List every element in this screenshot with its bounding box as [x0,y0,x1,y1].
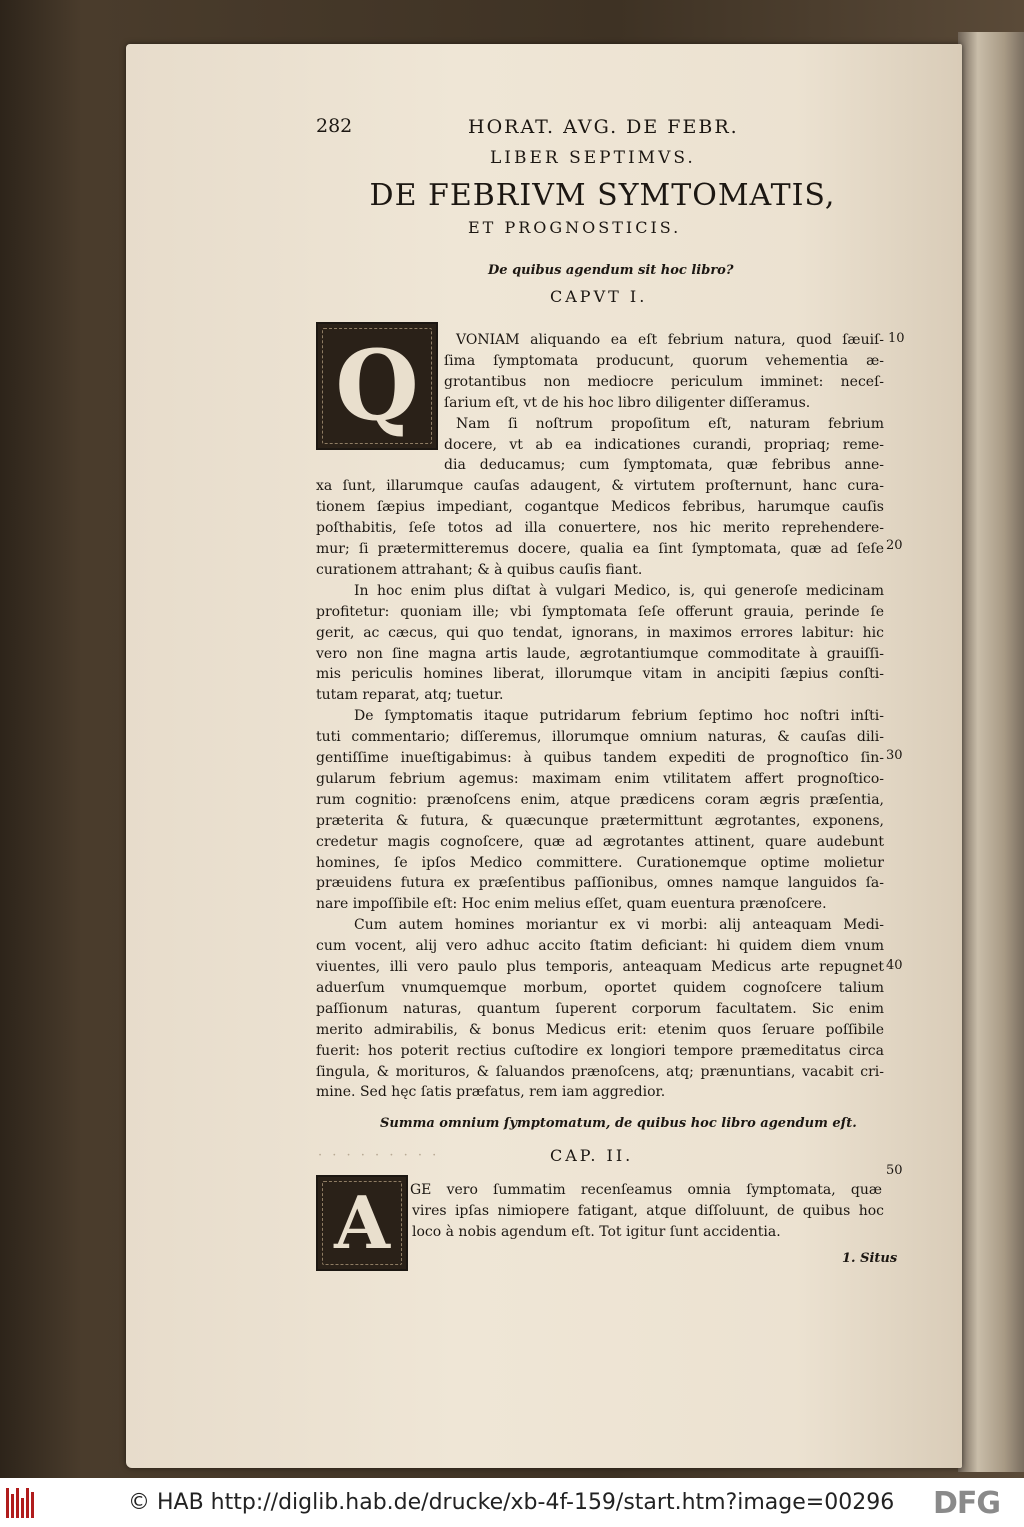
text-line: loco à nobis agendum eſt. Tot igitur ſunt accidentia. [412,1224,781,1240]
text-line: docere, vt ab ea indicationes curandi, propriaq; reme- [444,436,884,453]
decorated-initial-q: Q [316,322,438,450]
chapter-1-rubric: De quibus agendum sit hoc libro? [488,263,734,278]
dfg-logo: DFG [933,1486,1001,1521]
text-line: homines, ſe ipſos Medico committere. Curationemque optime molietur [316,854,884,871]
running-title: HORAT. AVG. DE FEBR. [468,116,739,138]
text-line: mis periculis homines liberat, illorumque vitam in ancipiti ſæpius conſti- [316,666,884,683]
book-spine-edge [958,32,1024,1472]
text-line: gentiſſime inueſtigabimus: à quibus tandem expediti de prognoſtico ſin- [316,750,884,766]
text-line: Nam ſi noſtrum propoſitum eſt, naturam febrium [456,415,884,432]
hab-logo-icon [6,1488,38,1518]
decorated-initial-a: A [316,1175,408,1271]
text-line: Cum autem homines moriantur ex vi morbi: alij anteaquam Medi- [354,917,884,934]
text-line: credetur magis cognoſcere, quæ ad ægrotantes attinent, quare audebunt [316,833,884,850]
text-line: tuti commentario; diſſeremus, illorumque omnium naturas, & cauſas dili- [316,729,884,746]
text-line: viuentes, illi vero paulo plus temporis, anteaquam Medicus arte repugnet [316,959,884,975]
bleed-through-text: · · · · · · · · · [318,1148,440,1163]
text-line: dia deducamus; cum ſymptomata, quæ febribus anne- [444,457,884,474]
text-line: mine. Sed hęc ſatis præfatus, rem iam aggredior. [316,1084,666,1101]
text-line: gularum febrium agemus: maximam enim vtilitatem affert prognoſtico- [316,770,884,787]
margin-line-number: 30 [886,748,903,763]
chapter-2-rubric: Summa omnium ſymptomatum, de quibus hoc libro agendum eſt. [380,1116,857,1131]
margin-line-number: 20 [886,538,903,553]
text-line: vero non ſine magna artis laude, ægrotantiumque commoditate à grauiſſi- [316,645,884,662]
text-line: De ſymptomatis itaque putridarum febrium ſeptimo hoc noſtri inſti- [354,708,884,725]
text-line: nare impoſſibile eſt: Hoc enim melius eſſet, quam euentura prænoſcere. [316,896,827,913]
text-line: ſima ſymptomata producunt, quorum vehementia æ- [444,352,884,369]
text-line: vires ipſas nimiopere fatigant, atque diſſoluunt, de quibus hoc [412,1203,884,1219]
text-line: tutam reparat, atq; tuetur. [316,687,504,704]
text-line: VONIAM aliquando ea eſt febrium natura, quod ſæuiſ- [456,332,884,348]
main-title: DE FEBRIVM SYMTOMATIS, [369,178,836,213]
text-line: ſingula, & morituros, & ſaluandos prænoſcens, atq; prænuntians, vacabit cri- [316,1063,884,1080]
text-line: mur; ſi prætermitteremus docere, qualia ea ſint ſymptomata, quæ ad ſeſe [316,541,884,557]
text-line: poſthabitis, ſeſe totos ad illa conuertere, nos hic merito reprehendere- [316,520,884,537]
text-line: tionem ſæpius impediant, cogantque Medicos febribus, harumque cauſis [316,499,884,516]
subtitle: ET PROGNOSTICIS. [468,218,682,237]
text-line: paſſionum naturas, quantum ſuperent corporum facultatem. Sic enim [316,1000,884,1017]
margin-line-number: 40 [886,958,903,973]
chapter-1-heading: CAPVT I. [550,287,648,306]
text-line: profitetur: quoniam ille; vbi ſymptomata ſeſe offerunt grauia, perinde ſe [316,603,884,620]
book-section-title: LIBER SEPTIMVS. [490,148,696,168]
page-number: 282 [316,115,353,137]
text-line: ſarium eſt, vt de his hoc libro diligenter diſſeramus. [444,394,811,411]
text-line: curationem attrahant; & à quibus cauſis fiant. [316,561,643,578]
text-line: præterita & futura, & quæcunque prætermittunt ægrotantes, exponens, [316,812,884,829]
chapter-2-heading: CAP. II. [550,1146,634,1165]
margin-line-number: 50 [886,1163,903,1178]
text-line: fuerit: hos poterit rectius cuſtodire ex longiori tempore præmeditatus circa [316,1042,884,1059]
margin-line-number: 10 [888,331,905,346]
text-line: rum cognitio: prænoſcens enim, atque prædicens coram ægris præſentia, [316,791,884,808]
viewer-footer [0,1478,1024,1527]
text-line: cum vocent, alij vero adhuc accito ſtatim deficiant: hi quidem diem vnum [316,938,884,955]
text-line: In hoc enim plus diſtat à vulgari Medico, is, qui generoſe medicinam [354,582,884,599]
catch-word: 1. Situs [842,1251,898,1266]
text-line: GE vero ſummatim recenſeamus omnia ſymptomata, quæ [410,1182,882,1198]
text-line: præuidens futura ex præſentibus paſſionibus, omnes namque languidos ſa- [316,875,884,892]
text-line: gerit, ac cæcus, qui quo tendat, ignorans, in maximos errores labitur: hic [316,624,884,641]
copyright-link[interactable]: © HAB http://diglib.hab.de/drucke/xb-4f-159/start.htm?image=00296 [128,1490,895,1515]
text-line: xa ſunt, illarumque cauſas adaugent, & virtutem proſternunt, hanc cura- [316,478,884,495]
text-line: merito admirabilis, & bonus Medicus erit: etenim quos ſeruare poſſibile [316,1021,884,1038]
text-line: grotantibus non mediocre periculum imminet: neceſ- [444,373,884,390]
text-line: aduerſum vnumquemque morbum, oportet quidem cognoſcere talium [316,979,884,996]
